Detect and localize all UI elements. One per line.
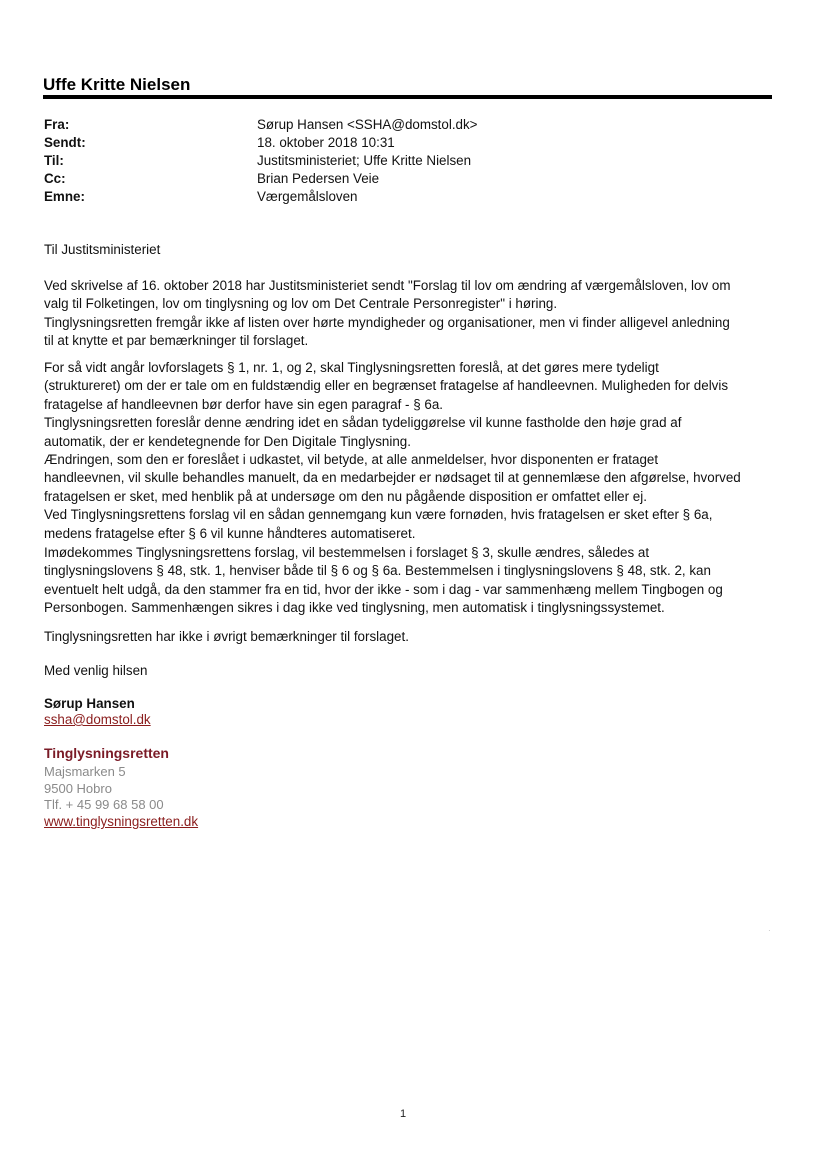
header-value: Sørup Hansen <SSHA@domstol.dk>	[257, 117, 478, 132]
text-line: (struktureret) om der er tale om en fuldstændig eller en begrænset fratagelse af handleevnen. Muligheden for delvis	[44, 378, 729, 394]
salutation	[44, 241, 774, 259]
header-row-to	[44, 152, 744, 170]
closing-remark	[44, 628, 774, 646]
text-line: til at knytte et par bemærkninger til forslaget.	[44, 333, 309, 349]
header-label: Fra:	[44, 117, 70, 132]
header-divider	[43, 95, 772, 99]
header-row-subject	[44, 188, 744, 206]
header-label: Til:	[44, 153, 64, 168]
header-value: 18. oktober 2018 10:31	[257, 135, 395, 150]
organization-name: Tinglysningsretten	[44, 745, 169, 761]
text-line: Tinglysningsretten foreslår denne ændring idet en sådan tydeliggørelse vil kunne fastholde den høje grad af	[44, 415, 682, 431]
text-line: Ved skrivelse af 16. oktober 2018 har Justitsministeriet sendt "Forslag til lov om ændring af værgemålsloven, lov om	[44, 278, 731, 293]
header-label: Cc:	[44, 171, 66, 186]
text-line: valg til Folketingen, lov om tinglysning og lov om Det Centrale Personregister" i høring.	[44, 296, 558, 312]
text-line: Tinglysningsretten har ikke i øvrigt bemærkninger til forslaget.	[44, 629, 409, 644]
header-value: Brian Pedersen Veie	[257, 171, 380, 186]
organization-website-link[interactable]: www.tinglysningsretten.dk	[44, 814, 199, 829]
text-line: tinglysningslovens § 48, stk. 1, henviser både til § 6 og § 6a. Bestemmelsen i tinglysningslovens § 48, stk. 2, kan	[44, 563, 711, 579]
page-number: 1	[400, 1108, 407, 1120]
organization-address-street: Majsmarken 5	[44, 764, 126, 779]
text-line: Ændringen, som den er foreslået i udkastet, vil betyde, at alle anmeldelser, hvor disponenten er frataget	[44, 452, 659, 468]
text-line: medens fratagelse efter § 6 vil kunne håndteres automatiseret.	[44, 525, 416, 541]
text-line: eventuelt helt udgå, da den stammer fra en tid, hvor der ikke - som i dag - var sammenhæng mellem Tingbogen og	[44, 581, 723, 597]
organization-phone: Tlf. + 45 99 68 58 00	[44, 797, 164, 812]
paragraph-2	[44, 359, 774, 543]
text-line: automatik, der er kendetegnende for Den Digitale Tinglysning.	[44, 433, 411, 449]
salutation-text: Til Justitsministeriet	[44, 242, 161, 257]
header-row-sent	[44, 134, 744, 152]
text-line: fratagelsen er sket, med henblik på at undersøge om den nu pågående disposition er omfattet eller ej.	[44, 488, 647, 504]
text-line: Med venlig hilsen	[44, 663, 148, 678]
paragraph-3	[44, 544, 774, 618]
header-label: Emne:	[44, 189, 85, 204]
signature-email-link[interactable]: ssha@domstol.dk	[44, 712, 151, 727]
header-value: Værgemålsloven	[257, 189, 358, 204]
text-line: fratagelse af handleevnen bør derfor have sin egen paragraf - § 6a.	[44, 396, 443, 412]
text-line: Personbogen. Sammenhængen sikres i dag ikke ved tinglysning, men automatisk i tinglysningssystemet.	[44, 600, 665, 616]
text-line: handleevnen, vil skulle behandles manuelt, da en medarbejder er nødsaget til at gennemlæse den afgørelse, hvorved	[44, 470, 741, 486]
header-label: Sendt:	[44, 135, 86, 150]
sender-display-name: Uffe Kritte Nielsen	[43, 75, 191, 94]
text-line: Tinglysningsretten fremgår ikke af listen over hørte myndigheder og organisationer, men vi finder alligevel anledning	[44, 314, 730, 330]
header-value: Justitsministeriet; Uffe Kritte Nielsen	[257, 153, 472, 168]
paragraph-1	[44, 277, 774, 351]
text-line: Ved Tinglysningsrettens forslag vil en sådan gennemgang kun være fornøden, hvis fratagelsen er sket efter § 6a,	[44, 507, 713, 523]
text-line: For så vidt angår lovforslagets § 1, nr. 1, og 2, skal Tinglysningsretten foreslå, at det gøres mere tydeligt	[44, 360, 659, 375]
valediction	[44, 662, 774, 680]
text-line: Imødekommes Tinglysningsrettens forslag, vil bestemmelsen i forslaget § 3, skulle ændres, således at	[44, 545, 650, 560]
header-row-from	[44, 116, 744, 134]
scan-speck: ·	[768, 926, 771, 935]
signature-name: Sørup Hansen	[44, 696, 135, 711]
header-row-cc	[44, 170, 744, 188]
organization-address-city: 9500 Hobro	[44, 781, 112, 796]
